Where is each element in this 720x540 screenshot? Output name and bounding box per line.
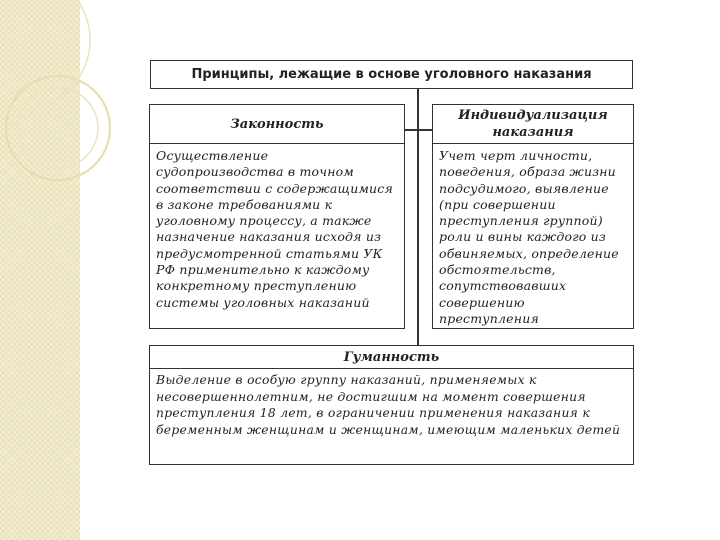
individualization-heading: Индивидуализация наказания [432, 104, 634, 144]
decorative-arcs [0, 0, 140, 200]
connector-line [417, 89, 419, 346]
individualization-description: Учет черт личности, поведения, образа жизни подсудимого, выявление (при совершении преступления группой) роли и вины каждого из обвиняемых, определение обстоятельств, сопутствовавших совершению преступления [432, 143, 634, 329]
humanity-description: Выделение в особую группу наказаний, применяемых к несовершеннолетним, не достигшим на момент совершения преступления 18 лет, в ограничении применения наказания к беременным женщинам и женщинам, имеющим маленьких детей [149, 368, 634, 465]
diagram-title: Принципы, лежащие в основе уголовного наказания [150, 60, 633, 89]
legality-heading: Законность [149, 104, 405, 144]
legality-description: Осуществление судопроизводства в точном соответствии с содержащимися в законе требованиями к уголовному процессу, а также назначение наказания исходя из предусмотренной статьями УК РФ применительно к каждому конкретному преступлению системы уголовных наказаний [149, 143, 405, 329]
connector-line [404, 129, 434, 131]
humanity-heading: Гуманность [149, 345, 634, 369]
